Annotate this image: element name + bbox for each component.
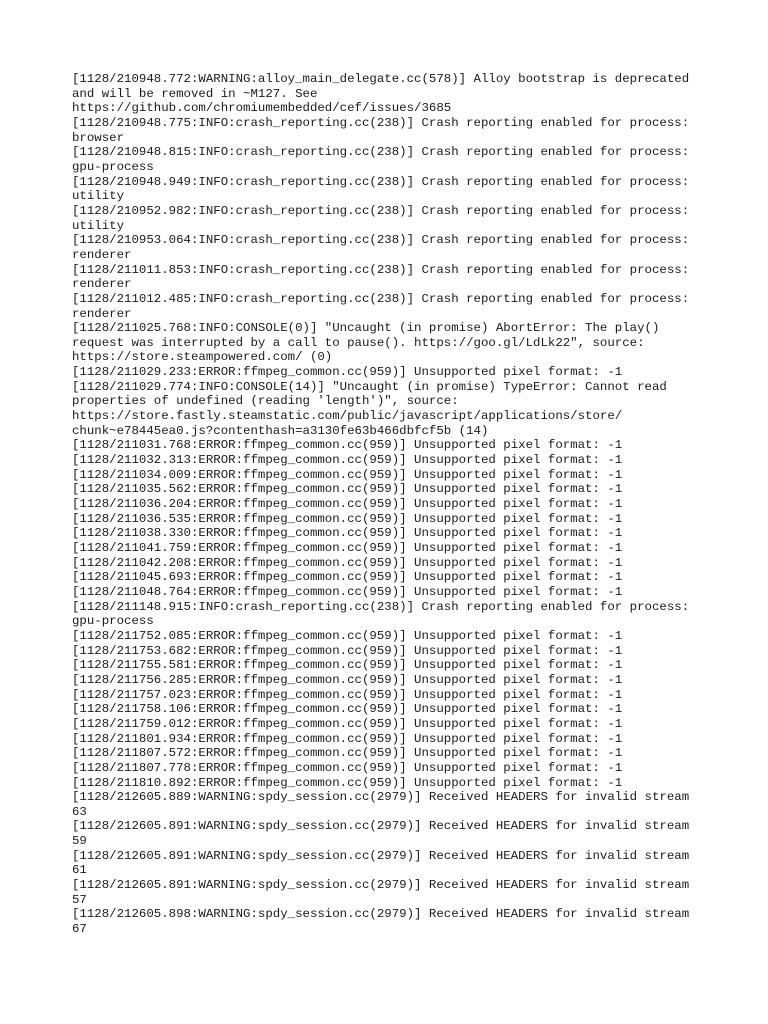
log-line: [1128/211752.085:ERROR:ffmpeg_common.cc(959)] Unsupported pixel format: -1 bbox=[72, 628, 623, 643]
log-line: and will be removed in ~M127. See bbox=[72, 86, 318, 101]
log-line: [1128/210948.949:INFO:crash_reporting.cc(238)] Crash reporting enabled for process: bbox=[72, 174, 690, 189]
log-line: [1128/211038.330:ERROR:ffmpeg_common.cc(959)] Unsupported pixel format: -1 bbox=[72, 526, 623, 541]
log-line: utility bbox=[72, 189, 125, 204]
log-line: [1128/210952.982:INFO:crash_reporting.cc(238)] Crash reporting enabled for process: bbox=[72, 203, 690, 218]
log-line: [1128/211036.204:ERROR:ffmpeg_common.cc(959)] Unsupported pixel format: -1 bbox=[72, 497, 623, 512]
log-line: [1128/212605.889:WARNING:spdy_session.cc(2979)] Received HEADERS for invalid stream bbox=[72, 790, 690, 805]
log-line: [1128/211035.562:ERROR:ffmpeg_common.cc(959)] Unsupported pixel format: -1 bbox=[72, 482, 623, 497]
log-line: [1128/211807.778:ERROR:ffmpeg_common.cc(959)] Unsupported pixel format: -1 bbox=[72, 760, 623, 775]
log-line: utility bbox=[72, 218, 125, 233]
log-line: [1128/211029.774:INFO:CONSOLE(14)] "Uncaught (in promise) TypeError: Cannot read bbox=[72, 379, 667, 394]
log-line: [1128/211759.012:ERROR:ffmpeg_common.cc(959)] Unsupported pixel format: -1 bbox=[72, 716, 623, 731]
log-line: [1128/211756.285:ERROR:ffmpeg_common.cc(959)] Unsupported pixel format: -1 bbox=[72, 672, 623, 687]
log-line: [1128/211148.915:INFO:crash_reporting.cc(238)] Crash reporting enabled for process: bbox=[72, 599, 690, 614]
log-line: request was interrupted by a call to pause(). https://goo.gl/LdLk22", source: bbox=[72, 335, 645, 350]
log-line: [1128/210948.775:INFO:crash_reporting.cc(238)] Crash reporting enabled for process: bbox=[72, 115, 690, 130]
log-line: [1128/210948.772:WARNING:alloy_main_delegate.cc(578)] Alloy bootstrap is deprecated bbox=[72, 72, 690, 86]
log-line: renderer bbox=[72, 247, 132, 262]
log-line: [1128/211012.485:INFO:crash_reporting.cc(238)] Crash reporting enabled for process: bbox=[72, 291, 690, 306]
log-line: 67 bbox=[72, 922, 87, 937]
log-line: gpu-process bbox=[72, 614, 154, 629]
log-text-body bbox=[72, 72, 712, 937]
log-line: [1128/212605.891:WARNING:spdy_session.cc(2979)] Received HEADERS for invalid stream bbox=[72, 878, 690, 893]
log-line: 61 bbox=[72, 863, 87, 878]
log-line: renderer bbox=[72, 306, 132, 321]
log-line: gpu-process bbox=[72, 159, 154, 174]
log-line: [1128/211032.313:ERROR:ffmpeg_common.cc(959)] Unsupported pixel format: -1 bbox=[72, 453, 623, 468]
log-line: [1128/211048.764:ERROR:ffmpeg_common.cc(959)] Unsupported pixel format: -1 bbox=[72, 584, 623, 599]
log-line: https://store.fastly.steamstatic.com/public/javascript/applications/store/ bbox=[72, 409, 623, 424]
log-line: 59 bbox=[72, 834, 87, 849]
log-line: [1128/212605.898:WARNING:spdy_session.cc(2979)] Received HEADERS for invalid stream bbox=[72, 907, 690, 922]
log-line: 57 bbox=[72, 892, 87, 907]
log-line: properties of undefined (reading 'length')", source: bbox=[72, 394, 459, 409]
log-line: [1128/211025.768:INFO:CONSOLE(0)] "Uncaught (in promise) AbortError: The play() bbox=[72, 321, 660, 336]
log-line: [1128/212605.891:WARNING:spdy_session.cc(2979)] Received HEADERS for invalid stream bbox=[72, 848, 690, 863]
log-line: [1128/212605.891:WARNING:spdy_session.cc(2979)] Received HEADERS for invalid stream bbox=[72, 819, 690, 834]
log-line: [1128/211031.768:ERROR:ffmpeg_common.cc(959)] Unsupported pixel format: -1 bbox=[72, 438, 623, 453]
log-line: renderer bbox=[72, 277, 132, 292]
log-line: [1128/211011.853:INFO:crash_reporting.cc(238)] Crash reporting enabled for process: bbox=[72, 262, 690, 277]
log-line: [1128/211807.572:ERROR:ffmpeg_common.cc(959)] Unsupported pixel format: -1 bbox=[72, 746, 623, 761]
log-line: [1128/211753.682:ERROR:ffmpeg_common.cc(959)] Unsupported pixel format: -1 bbox=[72, 643, 623, 658]
log-line: [1128/211810.892:ERROR:ffmpeg_common.cc(959)] Unsupported pixel format: -1 bbox=[72, 775, 623, 790]
log-line: [1128/211034.009:ERROR:ffmpeg_common.cc(959)] Unsupported pixel format: -1 bbox=[72, 467, 623, 482]
log-line: [1128/211757.023:ERROR:ffmpeg_common.cc(959)] Unsupported pixel format: -1 bbox=[72, 687, 623, 702]
log-line: https://github.com/chromiumembedded/cef/issues/3685 bbox=[72, 101, 452, 116]
log-line: [1128/211045.693:ERROR:ffmpeg_common.cc(959)] Unsupported pixel format: -1 bbox=[72, 570, 623, 585]
log-line: https://store.steampowered.com/ (0) bbox=[72, 350, 333, 365]
log-line: [1128/211042.208:ERROR:ffmpeg_common.cc(959)] Unsupported pixel format: -1 bbox=[72, 555, 623, 570]
log-line: [1128/211801.934:ERROR:ffmpeg_common.cc(959)] Unsupported pixel format: -1 bbox=[72, 731, 623, 746]
log-line: [1128/211041.759:ERROR:ffmpeg_common.cc(959)] Unsupported pixel format: -1 bbox=[72, 541, 623, 555]
log-line: [1128/210953.064:INFO:crash_reporting.cc(238)] Crash reporting enabled for process: bbox=[72, 233, 690, 248]
log-line: 63 bbox=[72, 804, 87, 819]
log-line: browser bbox=[72, 130, 125, 145]
log-line: [1128/211758.106:ERROR:ffmpeg_common.cc(959)] Unsupported pixel format: -1 bbox=[72, 702, 623, 717]
log-line: [1128/211036.535:ERROR:ffmpeg_common.cc(959)] Unsupported pixel format: -1 bbox=[72, 511, 623, 526]
log-line: [1128/210948.815:INFO:crash_reporting.cc(238)] Crash reporting enabled for process: bbox=[72, 145, 690, 160]
log-line: chunk~e78445ea0.js?contenthash=a3130fe63b466dbfcf5b (14) bbox=[72, 423, 489, 438]
log-line: [1128/211755.581:ERROR:ffmpeg_common.cc(959)] Unsupported pixel format: -1 bbox=[72, 658, 623, 673]
log-line: [1128/211029.233:ERROR:ffmpeg_common.cc(959)] Unsupported pixel format: -1 bbox=[72, 365, 623, 380]
